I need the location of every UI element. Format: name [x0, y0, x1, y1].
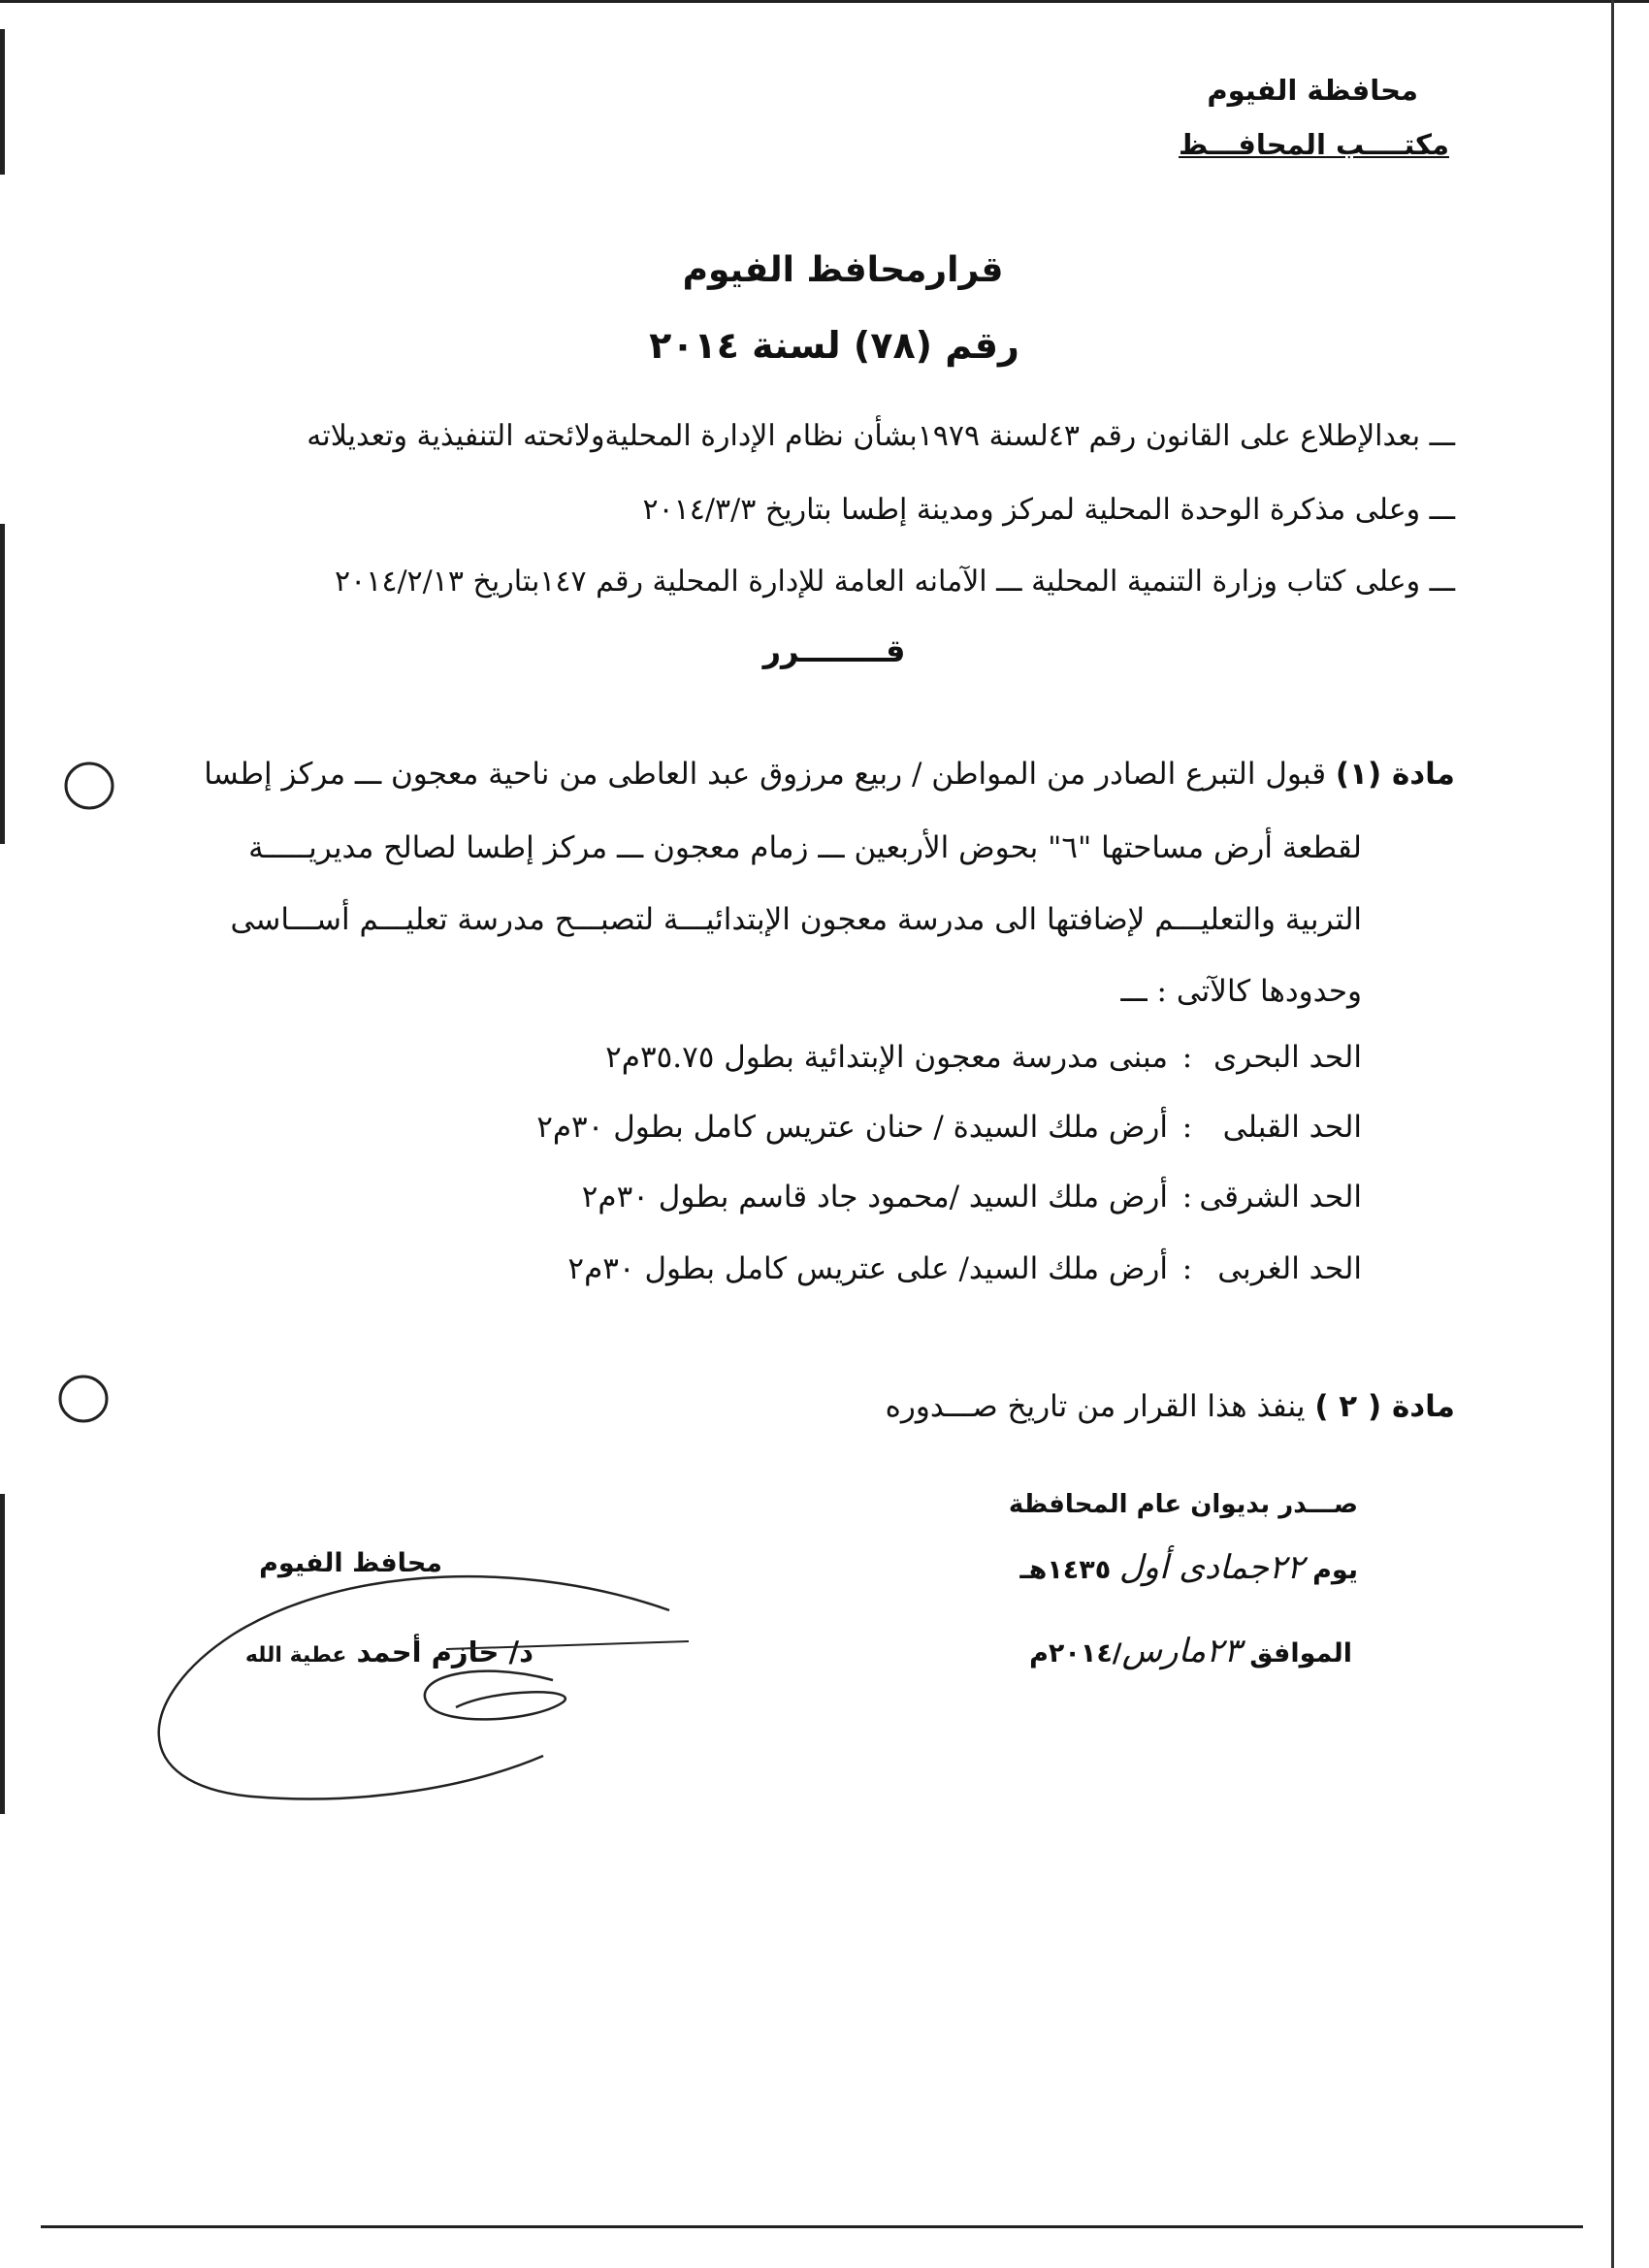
- signatory-first-name: حازم أحمد: [356, 1636, 500, 1669]
- boundary-east: [582, 1180, 1362, 1215]
- boundary-label: الحد القبلى: [1222, 1110, 1362, 1145]
- header-governorate: محافظة الفيوم: [1207, 74, 1418, 107]
- article-1-line-4: وحدودها كالآتى : ـــ: [1120, 974, 1362, 1009]
- preamble-line-3: ـــ وعلى كتاب وزارة التنمية المحلية ـــ الآمانه العامة للإدارة المحلية رقم ١٤٧بتاريخ ٢٠١٤/٢/١٣: [335, 565, 1455, 599]
- decree-title: قرارمحافظ الفيوم: [682, 250, 1004, 290]
- issued-hijri-date: [1019, 1548, 1358, 1587]
- scan-edge-left-mark: [0, 1494, 5, 1814]
- boundary-value: أرض ملك السيدة / حنان عتريس كامل بطول ٣٠م٢: [536, 1110, 1168, 1145]
- decided-heading: قــــــــرر: [762, 632, 906, 669]
- article-2-text: ينفذ هذا القرار من تاريخ صـــدوره: [885, 1389, 1306, 1424]
- punch-hole-icon: [62, 757, 120, 815]
- boundary-value: أرض ملك السيد /محمود جاد قاسم بطول ٣٠م٢: [581, 1180, 1168, 1215]
- boundary-separator: :: [1181, 1040, 1193, 1075]
- hijri-year: ١٤٣٥هـ: [1019, 1555, 1112, 1585]
- boundary-separator: :: [1181, 1251, 1193, 1286]
- gregorian-year: /٢٠١٤م: [1029, 1638, 1122, 1669]
- article-1-line-3: التربية والتعليـــم لإضافتها الى مدرسة معجون الإبتدائيـــة لتصبـــح مدرسة تعليـــم أســـاسى: [230, 902, 1362, 937]
- scan-edge-left-mark: [0, 524, 5, 844]
- boundary-value: مبنى مدرسة معجون الإبتدائية بطول ٣٥.٧٥م٢: [605, 1040, 1168, 1075]
- gregorian-handwritten: ٢٣مارس: [1121, 1632, 1242, 1670]
- article-1-line-1: [204, 757, 1455, 792]
- signatory-title: محافظ الفيوم: [259, 1548, 442, 1578]
- article-2: [886, 1389, 1455, 1424]
- day-label: يوم: [1312, 1555, 1358, 1585]
- header-office: مكتــــب المحافـــظ: [1179, 128, 1449, 161]
- hijri-handwritten: ٢٢جمادى أول: [1118, 1548, 1305, 1587]
- article-2-label: مادة ( ٢ ): [1314, 1389, 1455, 1424]
- article-1-line-2: لقطعة أرض مساحتها "٦" بحوض الأربعين ـــ زمام معجون ـــ مركز إطسا لصالح مديريـــــة: [248, 830, 1362, 865]
- article-1-label: مادة (١): [1335, 757, 1455, 792]
- scan-edge-top: [0, 0, 1649, 3]
- preamble-line-2: ـــ وعلى مذكرة الوحدة المحلية لمركز ومدينة إطسا بتاريخ ٢٠١٤/٣/٣: [642, 493, 1455, 527]
- agreeing-label: الموافق: [1249, 1638, 1352, 1669]
- preamble-line-1: ـــ بعدالإطلاع على القانون رقم ٤٣لسنة ١٩٧٩بشأن نظام الإدارة المحليةولائحته التنفيذية وتعديلاته: [307, 419, 1455, 453]
- boundary-label: الحد الشرقى: [1199, 1180, 1362, 1215]
- boundary-value: أرض ملك السيد/ على عتريس كامل بطول ٣٠م٢: [567, 1251, 1168, 1286]
- scan-edge-left-mark: [0, 29, 5, 175]
- boundary-separator: :: [1181, 1180, 1193, 1215]
- punch-hole-icon: [56, 1370, 114, 1428]
- signatory-prefix: د/: [508, 1636, 534, 1669]
- boundary-label: الحد الغربى: [1217, 1251, 1362, 1286]
- issued-gregorian-date: [1029, 1632, 1352, 1670]
- issued-at: صـــدر بديوان عام المحافظة: [1008, 1490, 1358, 1519]
- boundary-separator: :: [1181, 1110, 1193, 1145]
- bottom-rule: [41, 2225, 1583, 2228]
- boundary-label: الحد البحرى: [1213, 1040, 1362, 1075]
- article-1-text: قبول التبرع الصادر من المواطن / ربيع مرزوق عبد العاطى من ناحية معجون ـــ مركز إطسا: [204, 757, 1327, 792]
- boundary-west: [567, 1251, 1362, 1286]
- signature-icon: [126, 1542, 805, 1814]
- decree-number: رقم (٧٨) لسنة ٢٠١٤: [649, 324, 1019, 367]
- boundary-south: [536, 1110, 1362, 1145]
- signatory-surname: عطية الله: [244, 1643, 347, 1668]
- boundary-north: [605, 1040, 1362, 1075]
